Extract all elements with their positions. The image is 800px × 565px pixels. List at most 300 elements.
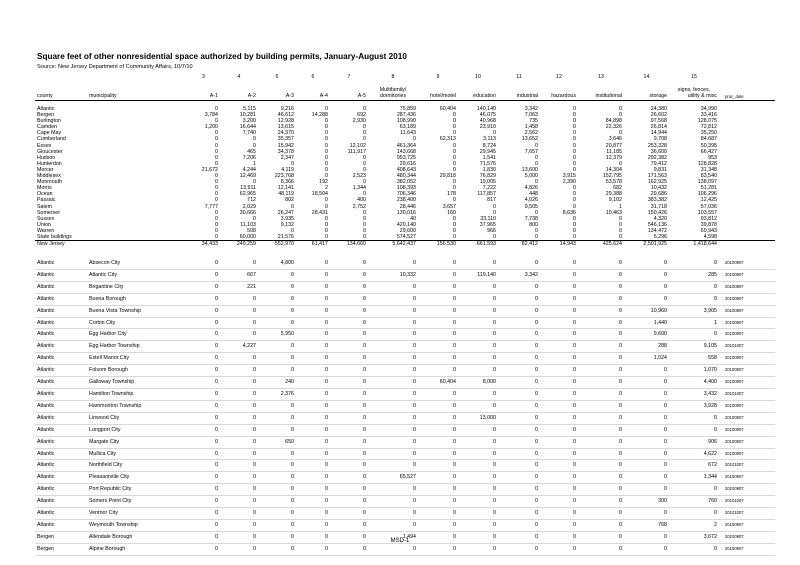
value-cell: 3,646 bbox=[608, 136, 622, 143]
county-cell: Atlantic bbox=[35, 341, 87, 353]
value-cell: 0 bbox=[573, 106, 576, 112]
county-cell: Atlantic bbox=[35, 460, 87, 472]
value-cell: 29,818 bbox=[439, 173, 456, 180]
value-cell: 0 bbox=[296, 258, 330, 269]
value-cell: 0 bbox=[325, 221, 328, 228]
value-cell: 0 bbox=[535, 179, 538, 186]
value-cell: 23,910 bbox=[479, 124, 496, 131]
proc-date-cell: 20100907 bbox=[719, 353, 775, 365]
value-cell: 0 bbox=[368, 305, 418, 317]
value-cell: 0 bbox=[296, 269, 330, 281]
value-cell: 953,725 bbox=[396, 154, 416, 161]
value-cell: 0 bbox=[418, 388, 458, 400]
county-cell: Middlesex bbox=[37, 173, 61, 180]
county-cell: Morris bbox=[37, 185, 52, 192]
municipality-cell: Hammonton Township bbox=[87, 400, 187, 412]
value-cell: 0 bbox=[418, 329, 458, 341]
value-cell: 0 bbox=[669, 329, 719, 341]
municipality-row bbox=[35, 317, 775, 329]
value-cell: 0 bbox=[296, 365, 330, 377]
value-cell: 0 bbox=[540, 258, 578, 269]
value-cell: 117,857 bbox=[477, 191, 496, 198]
value-cell: 0 bbox=[573, 191, 576, 198]
column-number: 11 bbox=[516, 74, 522, 80]
value-cell: 0 bbox=[258, 269, 296, 281]
value-cell: 1,344 bbox=[352, 185, 366, 192]
value-cell: 292,382 bbox=[647, 154, 667, 161]
county-cell: Atlantic bbox=[35, 281, 87, 293]
value-cell: 0 bbox=[624, 377, 669, 389]
value-cell: 0 bbox=[458, 496, 498, 508]
value-cell: 0 bbox=[330, 258, 368, 269]
value-cell: 13,652 bbox=[521, 136, 538, 143]
value-cell: 13,911 bbox=[240, 185, 256, 192]
header-dormitories: dormitories bbox=[368, 93, 418, 101]
value-cell: 11,643 bbox=[400, 130, 416, 137]
value-cell: 0 bbox=[458, 448, 498, 460]
value-cell: 0 bbox=[296, 377, 330, 389]
value-cell: 0 bbox=[578, 519, 624, 531]
value-cell: 7,657 bbox=[524, 148, 538, 155]
value-cell: 0 bbox=[330, 508, 368, 520]
value-cell: 0 bbox=[624, 269, 669, 281]
county-cell: Atlantic bbox=[35, 400, 87, 412]
value-cell: 10,281 bbox=[239, 112, 256, 119]
value-cell: 0 bbox=[669, 258, 719, 269]
value-cell: 4,622 bbox=[669, 448, 719, 460]
value-cell: 192 bbox=[319, 179, 328, 186]
header-education: education bbox=[458, 93, 498, 101]
value-cell: 0 bbox=[296, 424, 330, 436]
value-cell: 0 bbox=[624, 543, 669, 555]
column-number: 7 bbox=[347, 74, 351, 80]
value-cell: 0 bbox=[578, 531, 624, 543]
value-cell: 2 bbox=[325, 185, 328, 192]
value-cell: 0 bbox=[363, 233, 366, 240]
municipality-cell: Ventnor City bbox=[87, 508, 187, 520]
value-cell: 0 bbox=[578, 472, 624, 484]
value-cell: 0 bbox=[498, 281, 540, 293]
value-cell: 0 bbox=[220, 377, 258, 389]
proc-date-cell: 20101007 bbox=[719, 508, 775, 520]
value-cell: 0 bbox=[498, 329, 540, 341]
value-cell: 0 bbox=[458, 472, 498, 484]
value-cell: 0 bbox=[368, 424, 418, 436]
value-cell: 3,432 bbox=[669, 388, 719, 400]
county-cell: Atlantic bbox=[35, 388, 87, 400]
value-cell: 119,140 bbox=[458, 269, 498, 281]
value-cell: 1,830 bbox=[482, 166, 496, 173]
value-cell: 0 bbox=[540, 412, 578, 424]
proc-date-cell: 20100907 bbox=[719, 448, 775, 460]
value-cell: 0 bbox=[215, 118, 218, 125]
value-cell: 0 bbox=[418, 281, 458, 293]
value-cell: 10,332 bbox=[368, 269, 418, 281]
municipality-row bbox=[35, 412, 775, 424]
header-a4: A-4 bbox=[296, 93, 330, 101]
value-cell: 0 bbox=[296, 388, 330, 400]
value-cell: 4,400 bbox=[669, 377, 719, 389]
value-cell: 97,568 bbox=[650, 118, 667, 125]
value-cell: 0 bbox=[535, 209, 538, 216]
proc-date-cell: 20101007 bbox=[719, 341, 775, 353]
value-cell: 3,935 bbox=[280, 215, 294, 222]
value-cell: 0 bbox=[540, 293, 578, 305]
municipality-cell: Somers Point City bbox=[87, 496, 187, 508]
value-cell: 0 bbox=[540, 508, 578, 520]
value-cell: 0 bbox=[215, 197, 218, 204]
value-cell: 1,418,644 bbox=[669, 241, 719, 248]
value-cell: 0 bbox=[540, 353, 578, 365]
value-cell: 0 bbox=[493, 203, 496, 210]
value-cell: 46,075 bbox=[479, 112, 496, 119]
value-cell: 156,530 bbox=[418, 241, 458, 248]
value-cell: 0 bbox=[453, 124, 456, 131]
county-cell: Atlantic bbox=[35, 377, 87, 389]
value-cell: 0 bbox=[325, 166, 328, 173]
value-cell: 37,965 bbox=[479, 221, 496, 228]
value-cell: 0 bbox=[330, 484, 368, 496]
county-cell: Atlantic bbox=[35, 496, 87, 508]
value-cell: 0 bbox=[296, 496, 330, 508]
proc-date-cell: 20100907 bbox=[719, 531, 775, 543]
municipality-row bbox=[35, 365, 775, 377]
county-cell: Sussex bbox=[37, 215, 55, 222]
value-cell: 0 bbox=[220, 448, 258, 460]
value-cell: 0 bbox=[498, 400, 540, 412]
value-cell: 0 bbox=[325, 148, 328, 155]
value-cell: 0 bbox=[325, 173, 328, 180]
municipality-cell: Hamilton Township bbox=[87, 388, 187, 400]
municipality-cell bbox=[87, 241, 187, 248]
value-cell: 0 bbox=[669, 508, 719, 520]
value-cell: 0 bbox=[458, 341, 498, 353]
value-cell: 0 bbox=[291, 203, 294, 210]
value-cell: 2,029 bbox=[242, 203, 256, 210]
value-cell: 76,829 bbox=[479, 173, 496, 180]
value-cell: 0 bbox=[619, 106, 622, 112]
municipality-row bbox=[35, 436, 775, 448]
value-cell: 661,593 bbox=[458, 241, 498, 248]
value-cell: 0 bbox=[296, 293, 330, 305]
value-cell: 83,540 bbox=[700, 173, 717, 180]
value-cell: 0 bbox=[330, 353, 368, 365]
value-cell: 0 bbox=[493, 209, 496, 216]
value-cell: 253,328 bbox=[647, 142, 667, 149]
value-cell: 65,527 bbox=[368, 472, 418, 484]
value-cell: 0 bbox=[498, 353, 540, 365]
municipality-table bbox=[35, 258, 775, 556]
municipality-row bbox=[35, 424, 775, 436]
value-cell: 0 bbox=[498, 305, 540, 317]
value-cell: 93,812 bbox=[700, 215, 717, 222]
value-cell: 0 bbox=[540, 269, 578, 281]
value-cell: 760 bbox=[669, 496, 719, 508]
county-cell: Atlantic bbox=[35, 436, 87, 448]
value-cell: 0 bbox=[669, 281, 719, 293]
value-cell: 0 bbox=[498, 543, 540, 555]
value-cell: 29,600 bbox=[399, 227, 416, 234]
value-cell: 0 bbox=[535, 142, 538, 149]
value-cell: 111,917 bbox=[347, 148, 366, 155]
value-cell: 134,660 bbox=[330, 241, 368, 248]
value-cell: 26,247 bbox=[277, 209, 294, 216]
value-cell: 0 bbox=[498, 531, 540, 543]
county-cell: Mercer bbox=[37, 166, 54, 173]
value-cell: 0 bbox=[363, 166, 366, 173]
value-cell: 18,504 bbox=[311, 191, 328, 198]
county-cell: Essex bbox=[37, 142, 52, 149]
value-cell: 2,523 bbox=[352, 173, 366, 180]
value-cell: 35,357 bbox=[277, 136, 294, 143]
value-cell: 0 bbox=[458, 436, 498, 448]
value-cell: 61,417 bbox=[296, 241, 330, 248]
value-cell: 1,440 bbox=[624, 317, 669, 329]
value-cell: 0 bbox=[215, 191, 218, 198]
value-cell: 2 bbox=[669, 519, 719, 531]
value-cell: 108,990 bbox=[396, 118, 416, 125]
value-cell: 0 bbox=[458, 388, 498, 400]
value-cell: 0 bbox=[619, 160, 622, 167]
value-cell: 0 bbox=[187, 519, 220, 531]
value-cell: 60,404 bbox=[418, 377, 458, 389]
value-cell: 0 bbox=[624, 472, 669, 484]
value-cell: 33,416 bbox=[700, 112, 717, 119]
value-cell: 12,102 bbox=[349, 142, 366, 149]
value-cell: 0 bbox=[253, 179, 256, 186]
county-cell: New Jersey bbox=[35, 241, 87, 248]
value-cell: 0 bbox=[330, 460, 368, 472]
value-cell: 0 bbox=[578, 341, 624, 353]
value-cell: 0 bbox=[215, 227, 218, 234]
value-cell: 0 bbox=[619, 227, 622, 234]
value-cell: 0 bbox=[413, 136, 416, 143]
value-cell: 3,200 bbox=[242, 118, 256, 125]
municipality-row bbox=[35, 400, 775, 412]
value-cell: 39,878 bbox=[700, 221, 717, 228]
value-cell: 28,446 bbox=[399, 203, 416, 210]
municipality-cell: Estell Manor City bbox=[87, 353, 187, 365]
value-cell: 0 bbox=[368, 496, 418, 508]
value-cell: 0 bbox=[578, 388, 624, 400]
value-cell: 0 bbox=[258, 305, 296, 317]
value-cell: 84,687 bbox=[700, 136, 717, 143]
value-cell: 0 bbox=[540, 305, 578, 317]
proc-date-cell: 20100907 bbox=[719, 424, 775, 436]
value-cell: 0 bbox=[368, 353, 418, 365]
value-cell: 4,026 bbox=[524, 197, 538, 204]
value-cell: 0 bbox=[368, 460, 418, 472]
county-cell: Atlantic bbox=[35, 329, 87, 341]
value-cell: 8,000 bbox=[458, 377, 498, 389]
value-cell: 574,527 bbox=[396, 233, 416, 240]
value-cell: 0 bbox=[418, 448, 458, 460]
header-county: county bbox=[35, 93, 87, 101]
value-cell: 7,777 bbox=[204, 203, 218, 210]
value-cell: 221 bbox=[220, 281, 258, 293]
value-cell: 24,370 bbox=[277, 130, 294, 137]
value-cell: 7,738 bbox=[524, 215, 538, 222]
value-cell: 0 bbox=[578, 412, 624, 424]
value-cell: 3,928 bbox=[669, 400, 719, 412]
value-cell: 0 bbox=[258, 460, 296, 472]
value-cell: 0 bbox=[187, 424, 220, 436]
value-cell: 0 bbox=[578, 508, 624, 520]
page-footer: MSD-1 bbox=[390, 538, 410, 544]
value-cell: 2,752 bbox=[352, 203, 366, 210]
value-cell: 0 bbox=[187, 436, 220, 448]
county-cell: Atlantic bbox=[37, 106, 55, 112]
value-cell: 0 bbox=[187, 460, 220, 472]
value-cell: 0 bbox=[215, 209, 218, 216]
value-cell: 966 bbox=[487, 227, 496, 234]
value-cell: 0 bbox=[187, 293, 220, 305]
proc-date-cell: 20100907 bbox=[719, 472, 775, 484]
county-cell: Atlantic bbox=[35, 484, 87, 496]
value-cell: 0 bbox=[258, 365, 296, 377]
value-cell: 240 bbox=[258, 377, 296, 389]
value-cell: 249,259 bbox=[220, 241, 258, 248]
column-number: 12 bbox=[556, 74, 562, 80]
municipality-row bbox=[35, 484, 775, 496]
proc-date-cell: 20100907 bbox=[719, 543, 775, 555]
value-cell: 1 bbox=[619, 203, 622, 210]
empty-cell bbox=[719, 241, 775, 248]
county-cell: Somerset bbox=[37, 209, 60, 216]
value-cell: 19,005 bbox=[479, 179, 496, 186]
municipality-cell: Mullica City bbox=[87, 448, 187, 460]
municipality-cell: Egg Harbor City bbox=[87, 329, 187, 341]
value-cell: 5,642,437 bbox=[368, 241, 418, 248]
value-cell: 0 bbox=[453, 160, 456, 167]
value-cell: 0 bbox=[573, 233, 576, 240]
value-cell: 50,395 bbox=[700, 142, 717, 149]
value-cell: 0 bbox=[669, 412, 719, 424]
county-cell: Bergen bbox=[35, 531, 87, 543]
value-cell: 0 bbox=[418, 531, 458, 543]
value-cell: 0 bbox=[368, 317, 418, 329]
value-cell: 0 bbox=[325, 124, 328, 131]
value-cell: 0 bbox=[619, 215, 622, 222]
value-cell: 0 bbox=[578, 377, 624, 389]
proc-date-cell: 20100907 bbox=[719, 329, 775, 341]
value-cell: 0 bbox=[624, 424, 669, 436]
value-cell: 72,812 bbox=[700, 124, 717, 131]
municipality-cell bbox=[87, 234, 187, 241]
value-cell: 0 bbox=[296, 531, 330, 543]
value-cell: 0 bbox=[418, 424, 458, 436]
value-cell: 0 bbox=[578, 484, 624, 496]
value-cell: 84,898 bbox=[605, 118, 622, 125]
value-cell: 0 bbox=[619, 233, 622, 240]
value-cell: 0 bbox=[418, 258, 458, 269]
value-cell: 0 bbox=[578, 365, 624, 377]
value-cell: 0 bbox=[296, 484, 330, 496]
value-cell: 0 bbox=[215, 173, 218, 180]
value-cell: 382,052 bbox=[396, 179, 416, 186]
value-cell: 0 bbox=[220, 543, 258, 555]
value-cell: 0 bbox=[258, 424, 296, 436]
value-cell: 706,346 bbox=[396, 191, 416, 198]
value-cell: 288 bbox=[624, 341, 669, 353]
value-cell: 0 bbox=[296, 341, 330, 353]
value-cell: 461,364 bbox=[396, 142, 416, 149]
value-cell: 0 bbox=[453, 166, 456, 173]
municipality-row bbox=[35, 460, 775, 472]
value-cell: 140,140 bbox=[476, 106, 496, 112]
value-cell: 0 bbox=[573, 185, 576, 192]
value-cell: 0 bbox=[573, 112, 576, 119]
value-cell: 0 bbox=[258, 543, 296, 555]
value-cell: 13,615 bbox=[277, 124, 294, 131]
value-cell: 9,132 bbox=[280, 221, 294, 228]
value-cell: 0 bbox=[220, 388, 258, 400]
value-cell: 29,945 bbox=[479, 148, 496, 155]
value-cell: 21,672 bbox=[201, 166, 218, 173]
value-cell: 0 bbox=[458, 543, 498, 555]
municipality-row bbox=[35, 269, 775, 281]
value-cell: 0 bbox=[330, 377, 368, 389]
value-cell: 0 bbox=[573, 197, 576, 204]
value-cell: 0 bbox=[330, 281, 368, 293]
proc-date-cell: 20100907 bbox=[719, 305, 775, 317]
value-cell: 0 bbox=[573, 221, 576, 228]
value-cell: 0 bbox=[363, 136, 366, 143]
value-cell: 2,390 bbox=[562, 179, 576, 186]
value-cell: 0 bbox=[220, 424, 258, 436]
header-top-row bbox=[35, 81, 775, 93]
value-cell: 0 bbox=[363, 160, 366, 167]
county-cell: Atlantic bbox=[35, 365, 87, 377]
value-cell: 31,718 bbox=[650, 203, 667, 210]
value-cell: 0 bbox=[453, 112, 456, 119]
value-cell: 75,859 bbox=[399, 106, 416, 112]
value-cell: 1,024 bbox=[624, 353, 669, 365]
value-cell: 0 bbox=[296, 460, 330, 472]
value-cell: 0 bbox=[418, 317, 458, 329]
value-cell: 5,296 bbox=[653, 233, 667, 240]
value-cell: 57,036 bbox=[700, 203, 717, 210]
value-cell: 0 bbox=[453, 148, 456, 155]
value-cell: 285 bbox=[669, 269, 719, 281]
value-cell: 0 bbox=[624, 508, 669, 520]
value-cell: 0 bbox=[220, 531, 258, 543]
value-cell: 0 bbox=[418, 543, 458, 555]
value-cell: 35,250 bbox=[700, 130, 717, 137]
value-cell: 0 bbox=[187, 365, 220, 377]
value-cell: 0 bbox=[624, 460, 669, 472]
proc-date-cell: 20100907 bbox=[719, 484, 775, 496]
value-cell: 0 bbox=[540, 531, 578, 543]
value-cell: 0 bbox=[330, 365, 368, 377]
value-cell: 0 bbox=[325, 106, 328, 112]
value-cell: 0 bbox=[296, 448, 330, 460]
header-hotel-motel: hotel/motel bbox=[418, 93, 458, 101]
value-cell: 0 bbox=[453, 197, 456, 204]
value-cell: 800 bbox=[529, 221, 538, 228]
value-cell: 1 bbox=[253, 160, 256, 167]
header-industrial: industrial bbox=[498, 93, 540, 101]
county-cell: Monmouth bbox=[37, 179, 63, 186]
value-cell: 0 bbox=[296, 329, 330, 341]
value-cell: 0 bbox=[368, 436, 418, 448]
proc-date-cell: 20100907 bbox=[719, 293, 775, 305]
value-cell: 0 bbox=[368, 448, 418, 460]
value-cell: 0 bbox=[291, 227, 294, 234]
county-cell: Atlantic bbox=[35, 508, 87, 520]
value-cell: 0 bbox=[578, 460, 624, 472]
value-cell: 0 bbox=[296, 317, 330, 329]
